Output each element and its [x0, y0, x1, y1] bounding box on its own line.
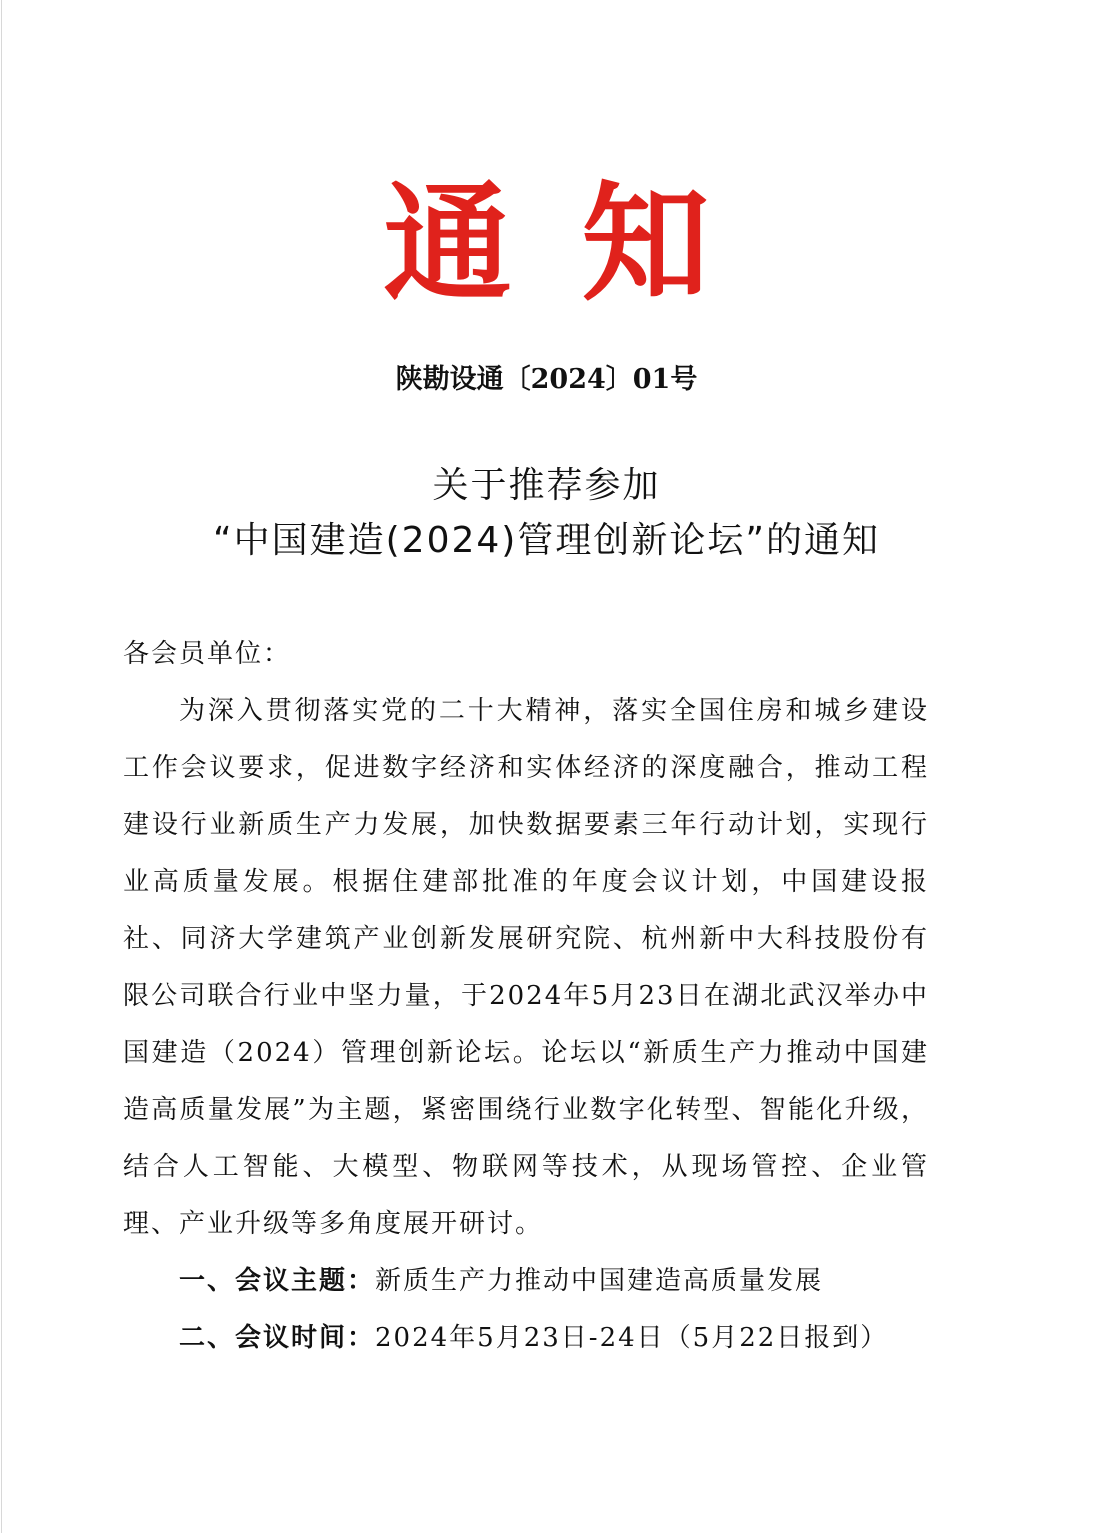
intro-paragraph: 为深入贯彻落实党的二十大精神，落实全国住房和城乡建设工作会议要求，促进数字经济和实体经济的深度融合，推动工程建设行业新质生产力发展，加快数据要素三年行动计划，实现行业高质量发展。根据住建部批准的年度会议计划，中国建设报社、同济大学建筑产业创新发展研究院、杭州新中大科技股份有限公司联合行业中坚力量，于2024年5月23日在湖北武汉举办中国建造（2024）管理创新论坛。论坛以“新质生产力推动中国建造高质量发展”为主题，紧密围绕行业数字化转型、智能化升级，结合人工智能、大模型、物联网等技术，从现场管控、企业管理、产业升级等多角度展开研讨。 — [123, 696, 929, 1239]
list-item-theme — [123, 1253, 929, 1310]
title-line-2: “中国建造(2024)管理创新论坛”的通知 — [212, 520, 880, 561]
item-value: 2024年5月23日-24日（5月22日报到） — [375, 1323, 889, 1353]
item-label: 一、会议主题： — [179, 1266, 376, 1296]
title-line-1: 关于推荐参加 — [432, 465, 661, 506]
document-number: 陕勘设通〔2024〕01号 — [395, 364, 698, 395]
document-title — [0, 458, 1093, 568]
item-value: 新质生产力推动中国建造高质量发展 — [375, 1266, 824, 1296]
notice-banner-title: 通知 — [383, 170, 780, 319]
salutation: 各会员单位： — [123, 639, 292, 669]
document-body — [123, 626, 929, 1367]
list-item-time — [123, 1310, 929, 1367]
item-label: 二、会议时间： — [179, 1323, 376, 1353]
